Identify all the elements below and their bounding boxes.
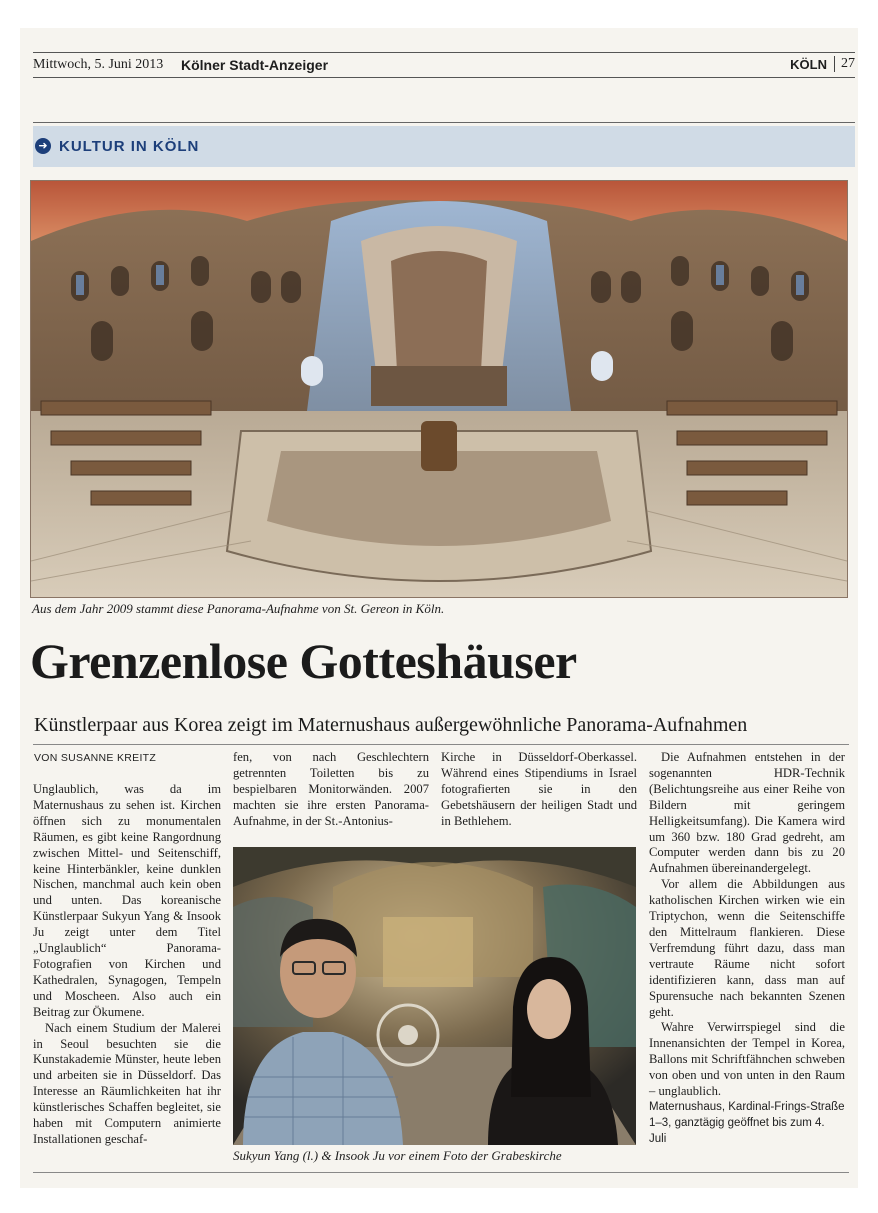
panorama-photo [30,180,848,598]
divider-rule [33,744,849,745]
panorama-caption: Aus dem Jahr 2009 stammt diese Panorama-Aufnahme von St. Gereon in Köln. [32,601,445,616]
article-paragraph: fen, von nach Geschlechtern getrennten Toiletten bis zu bespielbaren Monitorwänden. 2007 machten sie ihre ersten Panorama-Aufnahme, in der St.-Antonius- [233,750,429,828]
article-column-1 [33,782,221,1148]
panorama-church-interior [31,181,847,597]
article-paragraph: Kirche in Düsseldorf-Oberkassel. Während eines Stipendiums in Israel fotografierten sie in den Gebetshäusern der heiligen Stadt und in Bethlehem. [441,750,637,828]
section-banner [33,126,855,167]
divider-rule [33,1172,849,1173]
masthead-section: KÖLN [790,57,827,72]
article-byline: VON SUSANNE KREITZ [34,752,157,764]
article-subheadline: Künstlerpaar aus Korea zeigt im Maternushaus außergewöhnliche Panorama-Aufnahmen [34,714,748,736]
arrow-right-icon: ➜ [35,138,51,154]
section-banner-label: KULTUR IN KÖLN [59,138,200,155]
article-paragraph: Unglaublich, was da im Maternushaus zu sehen ist. Kirchen öffnen sich zu monumentalen Räumen, es gibt keine Rangordnung zwischen Mittel- und Seitenschiff, keine Hinterbänkler, keine dunklen Nischen, manchmal auch kein oben und unten. Das koreanische Künstlerpaar Sukyun Yang & Insook Ju zeigt unter dem Titel „Unglaublich“ Panorama-Fotografien von Kirchen und Kathedralen, Synagogen, Tempeln und Moscheen. Also auch ein Beitrag zur Ökumene. [33,782,221,1019]
article-paragraph: Die Aufnahmen entstehen in der sogenannten HDR-Technik (Belichtungsreihe aus einer Reihe von Bildern mit geringem Helligkeitsumfang). Die Kamera wird um 360 bzw. 180 Grad gedreht, am Computer werden dann bis zu 20 Aufnahmen übereinandergelegt. [649,750,845,876]
exhibition-info: Maternushaus, Kardinal-Frings-Straße 1–3, ganztägig geöffnet bis zum 4. Juli [649,1100,845,1145]
article-paragraph: Nach einem Studium der Malerei in Seoul besuchten sie die Kunstakademie Münster, heute leben und arbeiten sie in Düsseldorf. Das Interesse an Räumlichkeiten hat ihr künstlerisches Schaffen begleitet, sie haben mit Computern animierte Installationen geschaf- [33,1020,221,1146]
masthead [33,52,855,78]
article-column-4 [649,750,845,1148]
article-headline: Grenzenlose Gotteshäuser [30,633,577,689]
artists-portrait-image [233,847,636,1145]
artists-photo [233,847,636,1145]
masthead-page-number: 27 [834,56,855,72]
artists-photo-caption: Sukyun Yang (l.) & Insook Ju vor einem Foto der Grabeskirche [233,1148,562,1163]
masthead-date: Mittwoch, 5. Juni 2013 [33,57,164,72]
masthead-paper-name: Kölner Stadt-Anzeiger [181,57,329,73]
divider-rule [33,122,855,123]
article-paragraph: Wahre Verwirrspiegel sind die Innenansichten der Tempel in Korea, Ballons mit Schriftfähnchen schweben von oben und von unten in den Raum – unglaublich. [649,1020,845,1099]
article-column-2 [233,750,429,830]
article-column-3 [441,750,637,830]
article-paragraph: Vor allem die Abbildungen aus katholischen Kirchen wirken wie ein Triptychon, wenn die Seitenschiffe den Mittelraum flankieren. Diese Verfremdung führt dazu, dass man vertraute Räume nicht sofort identifizieren kann, dass man auf Spurensuche nach bekannten Szenen geht. [649,877,845,1019]
